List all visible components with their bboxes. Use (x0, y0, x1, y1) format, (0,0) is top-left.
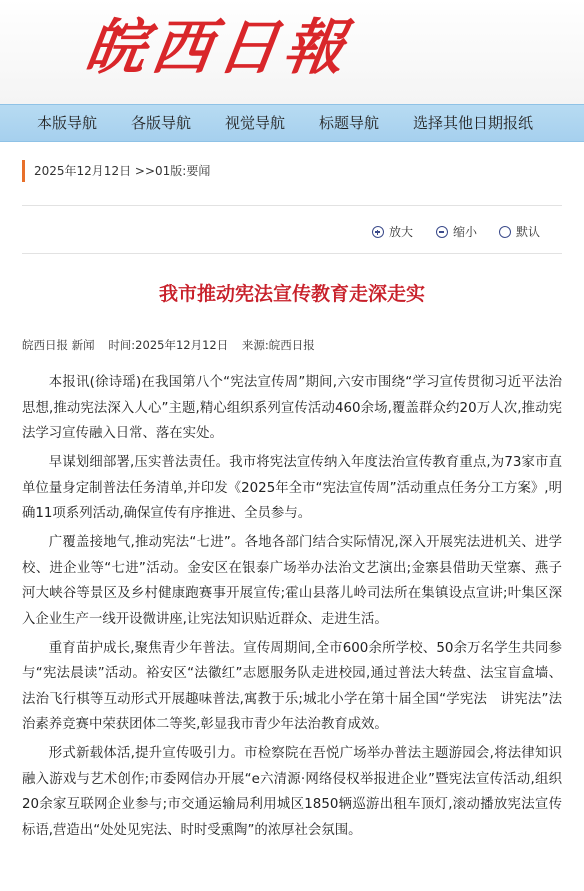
meta-origin: 来源:皖西日报 (241, 338, 315, 352)
article-body (22, 370, 562, 847)
plus-circle-icon (372, 226, 384, 238)
zoom-default-label: 默认 (516, 225, 541, 239)
divider (22, 253, 562, 254)
breadcrumb[interactable]: 2025年12月12日 >>01版:要闻 (22, 160, 210, 182)
masthead (0, 0, 584, 104)
zoom-default-button[interactable] (499, 221, 540, 243)
nav-this-page[interactable]: 本版导航 (37, 114, 98, 132)
zoom-in-button[interactable] (372, 221, 413, 243)
zoom-out-button[interactable] (436, 221, 477, 243)
circle-icon (499, 226, 511, 238)
paragraph: 形式新载体活,提升宣传吸引力。市检察院在吾悦广场举办普法主题游园会,将法律知识融入游戏与艺术创作;市委网信办开展“e六清源·网络侵权举报进企业”暨宪法宣传活动,组织20余家互联网企业参与;市交通运输局利用城区1850辆巡游出租车顶灯,滚动播放宪法宣传标语,营造出“处处见宪法、时时受熏陶”的浓厚社会氛围。 (22, 746, 562, 838)
article-title: 我市推动宪法宣传教育走深走实 (158, 283, 425, 305)
nav-other-dates[interactable]: 选择其他日期报纸 (413, 114, 534, 132)
newspaper-logo: 皖西日報 (81, 13, 355, 83)
zoom-in-label: 放大 (389, 225, 414, 239)
zoom-out-label: 缩小 (453, 225, 478, 239)
paragraph: 广覆盖接地气,推动宪法“七进”。各地各部门结合实际情况,深入开展宪法进机关、进学校、进企业等“七进”活动。金安区在银泰广场举办法治文艺演出;金寨县借助天堂寨、燕子河大峡谷等景区及乡村健康跑赛事开展宣传;霍山县落儿岭司法所在集镇设点宣讲;叶集区深入企业生产一线开设微讲座,让宪法知识贴近群众、走进生活。 (22, 535, 562, 627)
paragraph: 早谋划细部署,压实普法责任。我市将宪法宣传纳入年度法治宣传教育重点,为73家市直单位量身定制普法任务清单,并印发《2025年全市“宪法宣传周”活动重点任务分工方案》,明确11项系列活动,确保宣传有序推进、全员参与。 (22, 455, 562, 521)
meta-source-column: 皖西日报 新闻 (22, 338, 95, 352)
article-meta (22, 336, 325, 354)
nav-visual[interactable]: 视觉导航 (225, 114, 286, 132)
minus-circle-icon (436, 226, 448, 238)
meta-time: 时间:2025年12月12日 (108, 338, 229, 352)
nav-bar (0, 104, 584, 142)
nav-all-pages[interactable]: 各版导航 (131, 114, 192, 132)
nav-headlines[interactable]: 标题导航 (319, 114, 380, 132)
paragraph: 重育苗护成长,聚焦青少年普法。宣传周期间,全市600余所学校、50余万名学生共同参与“宪法晨读”活动。裕安区“法徽红”志愿服务队走进校园,通过普法大转盘、法宝盲盒墙、法治飞行棋等互动形式开展趣味普法,寓教于乐;城北小学在第十届全国“学宪法 讲宪法”法治素养竞赛中荣获团体二等奖,彰显我市青少年法治教育成效。 (22, 640, 562, 732)
divider (22, 205, 562, 206)
paragraph: 本报讯(徐诗瑶)在我国第八个“宪法宣传周”期间,六安市围绕“学习宣传贯彻习近平法治思想,推动宪法深入人心”主题,精心组织系列宣传活动460余场,覆盖群众约20万人次,推动宪法学习宣传融入日常、落在实处。 (22, 375, 562, 441)
